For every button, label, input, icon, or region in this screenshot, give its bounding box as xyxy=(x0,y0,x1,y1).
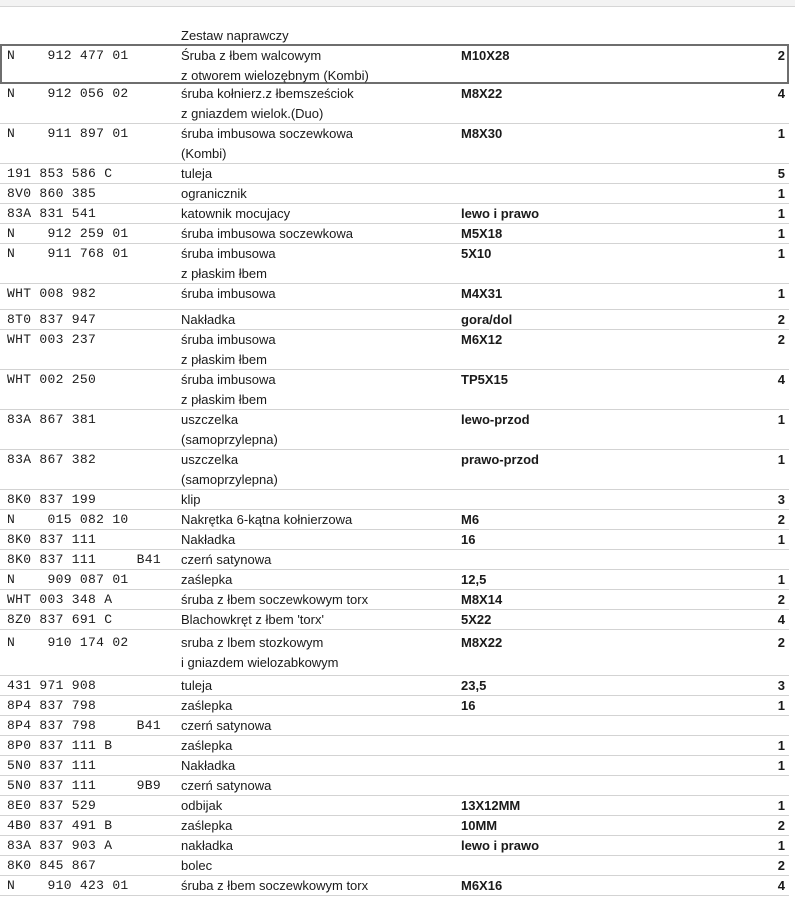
part-number: N 910 423 01 xyxy=(7,878,129,893)
part-quantity: 2 xyxy=(777,512,785,527)
table-row[interactable] xyxy=(0,856,789,876)
table-row[interactable] xyxy=(0,330,789,370)
part-dimension: 12,5 xyxy=(461,572,487,587)
description-line: (Kombi) xyxy=(181,146,227,161)
description-line: nakładka xyxy=(181,838,234,853)
part-number: N 912 477 01 xyxy=(7,48,129,63)
part-description xyxy=(181,370,276,410)
part-number: WHT 003 348 A xyxy=(7,592,113,607)
part-quantity: 1 xyxy=(777,246,785,261)
description-line: Nakładka xyxy=(181,312,236,327)
part-number: 8P0 837 111 B xyxy=(7,738,113,753)
part-description xyxy=(181,610,324,630)
part-dimension: M6X16 xyxy=(461,878,503,893)
part-description xyxy=(181,84,354,124)
part-description xyxy=(181,796,222,816)
description-line: odbijak xyxy=(181,798,223,813)
table-row[interactable] xyxy=(0,44,789,84)
part-description xyxy=(181,590,368,610)
part-dimension: lewo-przod xyxy=(461,412,530,427)
part-dimension: TP5X15 xyxy=(461,372,508,387)
part-quantity: 1 xyxy=(777,186,785,201)
description-line: ogranicznik xyxy=(181,186,247,201)
part-number: 8Z0 837 691 C xyxy=(7,612,113,627)
description-line: (samoprzylepna) xyxy=(181,472,278,487)
top-toolbar-strip xyxy=(0,0,795,7)
part-dimension: M8X22 xyxy=(461,635,503,650)
table-row[interactable] xyxy=(0,530,789,550)
part-number: WHT 008 982 xyxy=(7,286,97,301)
part-dimension: M8X22 xyxy=(461,86,503,101)
part-description xyxy=(181,736,232,756)
part-description xyxy=(181,124,353,164)
description-line: Nakrętka 6-kątna kołnierzowa xyxy=(181,512,353,527)
description-line: czerń satynowa xyxy=(181,718,272,733)
part-number: 5N0 837 111 9B9 xyxy=(7,778,161,793)
part-number: 8K0 845 867 xyxy=(7,858,97,873)
part-quantity: 4 xyxy=(777,878,785,893)
part-description xyxy=(181,284,276,304)
part-number: 83A 837 903 A xyxy=(7,838,113,853)
part-description xyxy=(181,530,235,550)
part-number: 8P4 837 798 B41 xyxy=(7,718,161,733)
part-dimension: 23,5 xyxy=(461,678,487,693)
part-number: 83A 867 381 xyxy=(7,412,97,427)
part-number: 5N0 837 111 xyxy=(7,758,97,773)
table-row[interactable] xyxy=(0,510,789,530)
description-line: katownik mocujacy xyxy=(181,206,291,221)
table-row[interactable] xyxy=(0,876,789,896)
part-dimension: lewo i prawo xyxy=(461,838,540,853)
table-row[interactable] xyxy=(0,164,789,184)
description-line: i gniazdem wielozabkowym xyxy=(181,655,339,670)
part-number: 8K0 837 111 xyxy=(7,532,97,547)
table-row[interactable] xyxy=(0,776,789,796)
table-row[interactable] xyxy=(0,84,789,124)
table-row[interactable] xyxy=(0,284,789,310)
part-quantity: 1 xyxy=(777,126,785,141)
table-row[interactable] xyxy=(0,244,789,284)
part-quantity: 2 xyxy=(777,332,785,347)
table-row[interactable] xyxy=(0,490,789,510)
parts-table xyxy=(0,44,789,896)
table-row[interactable] xyxy=(0,204,789,224)
part-number: N 015 082 10 xyxy=(7,512,129,527)
part-description xyxy=(181,164,212,184)
part-description xyxy=(181,633,339,673)
part-number: 191 853 586 C xyxy=(7,166,113,181)
part-quantity: 1 xyxy=(777,226,785,241)
description-line: z płaskim łbem xyxy=(181,392,267,407)
part-quantity: 1 xyxy=(777,452,785,467)
part-number: N 912 056 02 xyxy=(7,86,129,101)
part-quantity: 1 xyxy=(777,758,785,773)
part-quantity: 1 xyxy=(777,698,785,713)
part-quantity: 4 xyxy=(777,612,785,627)
part-dimension: 16 xyxy=(461,532,476,547)
part-description xyxy=(181,550,271,570)
part-description xyxy=(181,676,212,696)
part-number: N 912 259 01 xyxy=(7,226,129,241)
part-quantity: 1 xyxy=(777,738,785,753)
description-line: śruba imbusowa xyxy=(181,332,276,347)
part-description xyxy=(181,310,235,330)
part-description xyxy=(181,510,352,530)
description-line: śruba z łbem soczewkowym torx xyxy=(181,878,369,893)
part-description xyxy=(181,836,233,856)
table-row[interactable] xyxy=(0,184,789,204)
part-number: N 911 897 01 xyxy=(7,126,129,141)
part-dimension: 10MM xyxy=(461,818,498,833)
part-number: 431 971 908 xyxy=(7,678,97,693)
description-line: klip xyxy=(181,492,201,507)
description-line: uszczelka xyxy=(181,452,239,467)
table-row[interactable] xyxy=(0,410,789,450)
part-dimension: M5X18 xyxy=(461,226,503,241)
description-line: zaślepka xyxy=(181,572,233,587)
table-row[interactable] xyxy=(0,224,789,244)
part-number: 8P4 837 798 xyxy=(7,698,97,713)
part-quantity: 1 xyxy=(777,286,785,301)
part-dimension: M4X31 xyxy=(461,286,503,301)
description-line: (samoprzylepna) xyxy=(181,432,278,447)
part-description xyxy=(181,450,278,490)
part-quantity: 1 xyxy=(777,798,785,813)
description-line: Blachowkręt z łbem 'torx' xyxy=(181,612,324,627)
part-quantity: 4 xyxy=(777,86,785,101)
part-number: 83A 831 541 xyxy=(7,206,97,221)
description-line: bolec xyxy=(181,858,213,873)
description-line: z otworem wielozębnym (Kombi) xyxy=(181,68,369,83)
part-description xyxy=(181,490,201,510)
part-description xyxy=(181,570,232,590)
table-row[interactable] xyxy=(0,610,789,630)
part-number: 83A 867 382 xyxy=(7,452,97,467)
description-line: śruba imbusowa xyxy=(181,372,276,387)
table-row[interactable] xyxy=(0,310,789,330)
part-number: WHT 003 237 xyxy=(7,332,97,347)
part-quantity: 2 xyxy=(777,858,785,873)
part-dimension: prawo-przod xyxy=(461,452,539,467)
part-dimension: M8X30 xyxy=(461,126,503,141)
description-line: z płaskim łbem xyxy=(181,352,267,367)
part-quantity: 1 xyxy=(777,838,785,853)
description-line: z płaskim łbem xyxy=(181,266,267,281)
part-description xyxy=(181,330,276,370)
description-line: tuleja xyxy=(181,166,213,181)
description-line: śruba imbusowa soczewkowa xyxy=(181,226,353,241)
part-dimension: M6 xyxy=(461,512,480,527)
description-line: sruba z lbem stozkowym xyxy=(181,635,324,650)
table-row[interactable] xyxy=(0,756,789,776)
part-description xyxy=(181,46,369,86)
part-dimension: 5X10 xyxy=(461,246,492,261)
part-quantity: 2 xyxy=(777,312,785,327)
part-quantity: 2 xyxy=(777,635,785,650)
part-description xyxy=(181,696,232,716)
part-dimension: M10X28 xyxy=(461,48,510,63)
description-line: zaślepka xyxy=(181,698,233,713)
part-quantity: 1 xyxy=(777,532,785,547)
part-quantity: 2 xyxy=(777,48,785,63)
part-quantity: 3 xyxy=(777,678,785,693)
part-description xyxy=(181,204,290,224)
part-number: N 910 174 02 xyxy=(7,635,129,650)
part-description xyxy=(181,224,353,244)
description-line: Nakładka xyxy=(181,758,236,773)
part-quantity: 5 xyxy=(777,166,785,181)
part-dimension: 5X22 xyxy=(461,612,492,627)
part-description xyxy=(181,244,276,284)
part-quantity: 2 xyxy=(777,592,785,607)
part-description xyxy=(181,776,271,796)
part-description xyxy=(181,856,212,876)
description-line: czerń satynowa xyxy=(181,552,272,567)
part-dimension: gora/dol xyxy=(461,312,513,327)
part-description xyxy=(181,816,232,836)
section-title: Zestaw naprawczy xyxy=(181,28,289,43)
part-quantity: 1 xyxy=(777,206,785,221)
part-number: 4B0 837 491 B xyxy=(7,818,113,833)
part-dimension: M8X14 xyxy=(461,592,503,607)
description-line: z gniazdem wielok.(Duo) xyxy=(181,106,324,121)
description-line: zaślepka xyxy=(181,818,233,833)
part-number: WHT 002 250 xyxy=(7,372,97,387)
part-number: 8K0 837 199 xyxy=(7,492,97,507)
table-row[interactable] xyxy=(0,370,789,410)
description-line: śruba z łbem soczewkowym torx xyxy=(181,592,369,607)
description-line: tuleja xyxy=(181,678,213,693)
description-line: Nakładka xyxy=(181,532,236,547)
part-number: 8T0 837 947 xyxy=(7,312,97,327)
part-number: 8E0 837 529 xyxy=(7,798,97,813)
part-description xyxy=(181,184,247,204)
description-line: śruba kołnierz.z łbemsześciok xyxy=(181,86,354,101)
part-dimension: 13X12MM xyxy=(461,798,521,813)
table-row[interactable] xyxy=(0,696,789,716)
table-row[interactable] xyxy=(0,124,789,164)
part-dimension: M6X12 xyxy=(461,332,503,347)
description-line: uszczelka xyxy=(181,412,239,427)
table-row[interactable] xyxy=(0,716,789,736)
table-row[interactable] xyxy=(0,836,789,856)
part-description xyxy=(181,756,235,776)
part-dimension: lewo i prawo xyxy=(461,206,540,221)
table-row[interactable] xyxy=(0,570,789,590)
description-line: Śruba z łbem walcowym xyxy=(181,48,322,63)
part-quantity: 1 xyxy=(777,412,785,427)
part-description xyxy=(181,876,368,896)
part-description xyxy=(181,716,271,736)
part-number: N 909 087 01 xyxy=(7,572,129,587)
table-row[interactable] xyxy=(0,590,789,610)
description-line: czerń satynowa xyxy=(181,778,272,793)
part-number: 8V0 860 385 xyxy=(7,186,97,201)
part-quantity: 4 xyxy=(777,372,785,387)
table-row[interactable] xyxy=(0,796,789,816)
description-line: śruba imbusowa xyxy=(181,286,276,301)
table-row[interactable] xyxy=(0,550,789,570)
table-row[interactable] xyxy=(0,676,789,696)
description-line: śruba imbusowa soczewkowa xyxy=(181,126,353,141)
part-description xyxy=(181,410,278,450)
table-row[interactable] xyxy=(0,816,789,836)
part-quantity: 2 xyxy=(777,818,785,833)
part-number: N 911 768 01 xyxy=(7,246,129,261)
description-line: zaślepka xyxy=(181,738,233,753)
part-number: 8K0 837 111 B41 xyxy=(7,552,161,567)
description-line: śruba imbusowa xyxy=(181,246,276,261)
table-row[interactable] xyxy=(0,630,789,676)
part-quantity: 1 xyxy=(777,572,785,587)
table-row[interactable] xyxy=(0,450,789,490)
part-dimension: 16 xyxy=(461,698,476,713)
part-quantity: 3 xyxy=(777,492,785,507)
table-row[interactable] xyxy=(0,736,789,756)
